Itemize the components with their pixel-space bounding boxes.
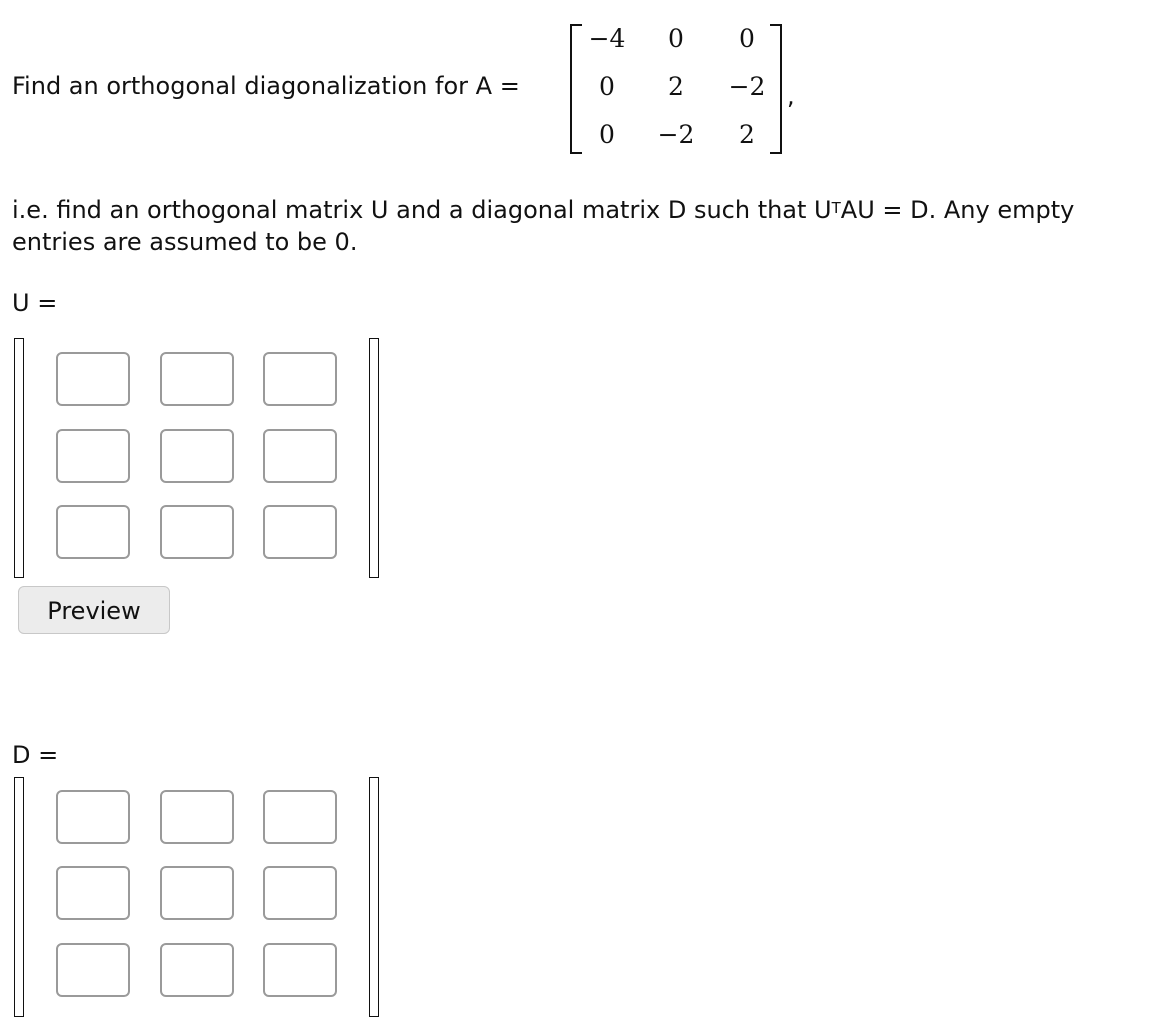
d-entry-input[interactable] [160, 866, 234, 920]
transpose-superscript: T [831, 199, 841, 217]
matrix-a-cell: 0 [599, 72, 615, 101]
d-right-bracket [369, 777, 379, 1017]
d-entry-input[interactable] [56, 866, 130, 920]
u-entry-input[interactable] [263, 429, 337, 483]
matrix-a-cell: 2 [668, 72, 684, 101]
matrix-a-cell: −4 [588, 24, 626, 53]
u-label: U = [12, 289, 58, 317]
matrix-a-cell: −2 [657, 120, 695, 149]
matrix-a-comma: , [787, 82, 795, 110]
matrix-a-cell: 0 [668, 24, 684, 53]
d-left-bracket [14, 777, 24, 1017]
matrix-a-cell: −2 [728, 72, 766, 101]
question-instructions [12, 194, 1157, 258]
d-entry-input[interactable] [56, 943, 130, 997]
d-entry-input[interactable] [160, 943, 234, 997]
u-entry-input[interactable] [160, 352, 234, 406]
u-entry-input[interactable] [56, 429, 130, 483]
preview-button[interactable]: Preview [18, 586, 170, 634]
instructions-part1: i.e. find an orthogonal matrix U and a diagonal matrix D such that U [12, 196, 832, 224]
d-entry-input[interactable] [263, 943, 337, 997]
d-entry-input[interactable] [263, 790, 337, 844]
question-prompt: Find an orthogonal diagonalization for A = [12, 72, 520, 100]
d-entry-input[interactable] [56, 790, 130, 844]
u-left-bracket [14, 338, 24, 578]
instructions-part2: AU = D. Any empty entries are assumed to be 0. [12, 196, 1075, 256]
u-entry-input[interactable] [56, 352, 130, 406]
u-entry-input[interactable] [56, 505, 130, 559]
d-entry-input[interactable] [160, 790, 234, 844]
u-entry-input[interactable] [160, 505, 234, 559]
matrix-a-cell: 0 [739, 24, 755, 53]
u-entry-input[interactable] [160, 429, 234, 483]
matrix-a-cell: 0 [599, 120, 615, 149]
d-label: D = [12, 741, 59, 769]
d-entry-input[interactable] [263, 866, 337, 920]
matrix-a-cell: 2 [739, 120, 755, 149]
u-entry-input[interactable] [263, 505, 337, 559]
u-entry-input[interactable] [263, 352, 337, 406]
u-right-bracket [369, 338, 379, 578]
